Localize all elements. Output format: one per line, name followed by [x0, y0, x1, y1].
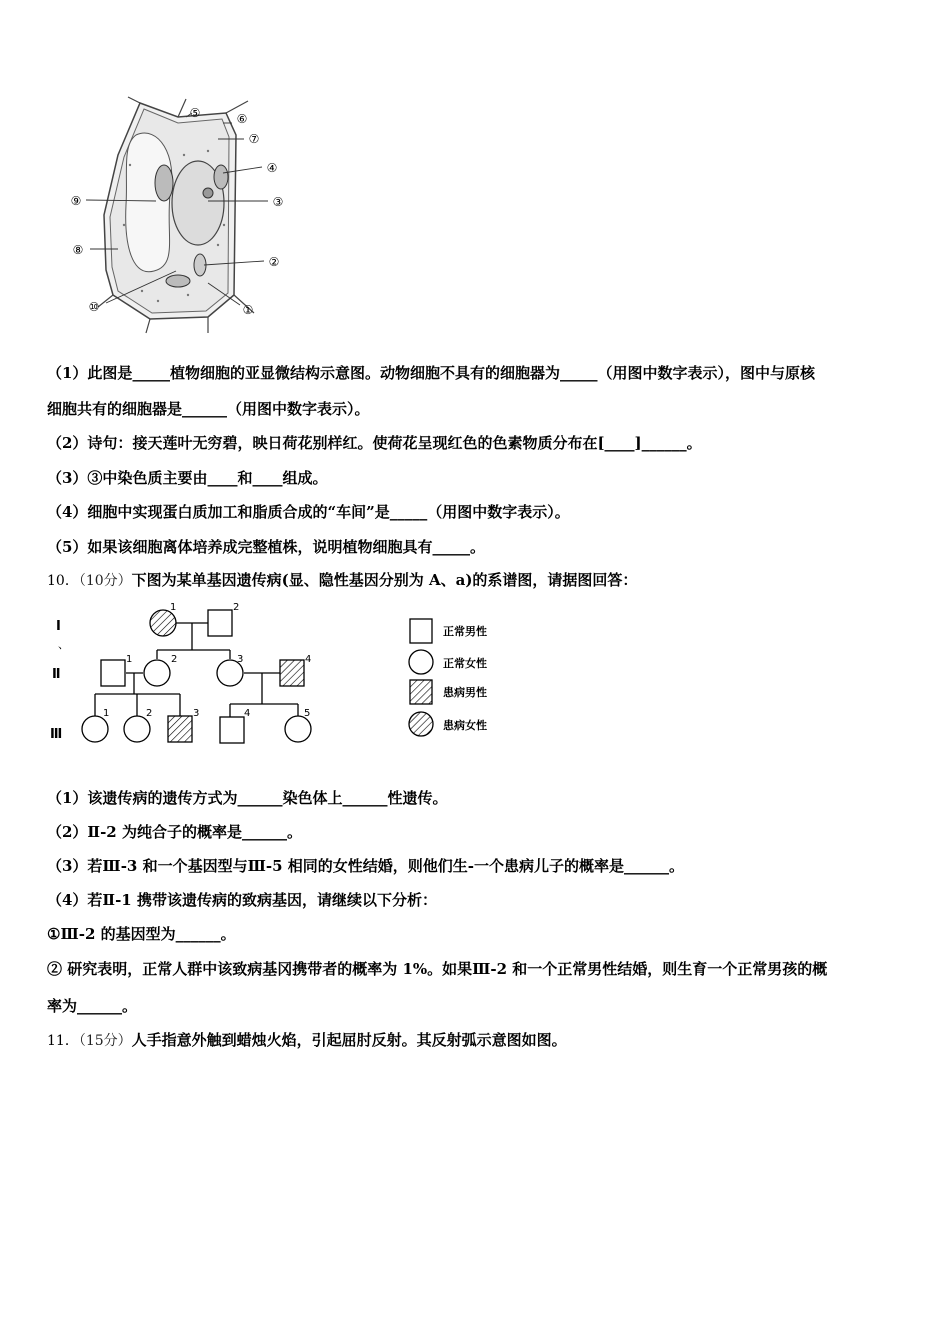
- nucleolus: [203, 188, 213, 198]
- pedigree-legend: [405, 614, 525, 744]
- label-4: ④: [266, 161, 278, 175]
- individual-III-3-affected-male: [168, 716, 192, 742]
- individual-I-2-normal-male: [208, 610, 232, 636]
- label-5: ⑤: [189, 106, 201, 120]
- q11-stem-text: 人手指意外触到蜡烛火焰，引起屈肘反射。其反射弧示意图如图。: [131, 1031, 567, 1049]
- legend-normal-male-label: 正常男性: [443, 625, 487, 638]
- q10-part4-2-line1: ② 研究表明，正常人群中该致病基冈携带者的概率为 1%。如果Ⅲ-2 和一个正常男性结婚，则生育一个正常男孩的概: [47, 960, 828, 978]
- legend-normal-male-symbol: [410, 619, 432, 643]
- num-II-1: 1: [126, 654, 133, 665]
- q11-score: （15分）: [78, 1033, 132, 1049]
- num-III-3: 3: [193, 708, 200, 719]
- q10-score: （10分）: [78, 573, 132, 589]
- num-III-4: 4: [244, 708, 251, 719]
- num-II-3: 3: [237, 654, 244, 665]
- individual-III-2-normal-female: [124, 716, 150, 742]
- label-7: ⑦: [248, 132, 260, 146]
- individual-II-1-normal-male: [101, 660, 125, 686]
- legend-normal-female-symbol: [409, 650, 433, 674]
- q9-part1-line2: 细胞共有的细胞器是______（用图中数字表示）。: [47, 400, 370, 418]
- individual-III-5-normal-female: [285, 716, 311, 742]
- q9-part5: （5）如果该细胞离体培养成完整植株，说明植物细胞具有_____。: [47, 538, 485, 556]
- q10-part2: （2）Ⅱ-2 为纯合子的概率是______。: [47, 823, 302, 841]
- q10-part3: （3）若Ⅲ-3 和一个基因型与Ⅲ-5 相同的女性结婚，则他们生-一个患病儿子的概率是______。: [47, 857, 684, 875]
- individual-III-4-normal-male: [220, 717, 244, 743]
- q10-part4: （4）若Ⅱ-1 携带该遗传病的致病基因，请继续以下分析：: [47, 891, 437, 909]
- vacuole: [126, 133, 172, 272]
- q9-part3: （3）③中染色质主要由____和____组成。: [47, 469, 328, 487]
- q10-number: 10．: [47, 573, 79, 589]
- q10-part1: （1）该遗传病的遗传方式为______染色体上______性遗传。: [47, 789, 448, 807]
- gen-label-II: Ⅱ: [52, 667, 61, 682]
- num-II-4: 4: [305, 654, 312, 665]
- label-2: ②: [268, 255, 280, 269]
- num-I-2: 2: [233, 602, 240, 613]
- num-III-2: 2: [146, 708, 153, 719]
- label-3: ③: [272, 195, 284, 209]
- q9-part4: （4）细胞中实现蛋白质加工和脂质合成的“车间”是_____（用图中数字表示）。: [47, 503, 570, 521]
- num-III-5: 5: [304, 708, 311, 719]
- gen-label-I: I: [56, 619, 61, 634]
- label-8: ⑧: [72, 243, 84, 257]
- q10-stem-text: 下图为某单基因遗传病(显、隐性基因分别为 A、a)的系谱图，请据图回答：: [131, 571, 638, 589]
- num-III-1: 1: [103, 708, 110, 719]
- individual-III-1-normal-female: [82, 716, 108, 742]
- q9-part1-line1: （1）此图是_____植物细胞的亚显微结构示意图。动物细胞不具有的细胞器为_____（用图中数字表示），图中与原核: [47, 364, 815, 382]
- individual-II-4-affected-male: [280, 660, 304, 686]
- q9-part2: （2）诗句：接天莲叶无穷碧，映日荷花别样红。使荷花呈现红色的色素物质分布在[____]______。: [47, 434, 702, 452]
- q10-part4-2-line2: 率为______。: [47, 997, 138, 1015]
- legend-normal-female-label: 正常女性: [443, 657, 487, 670]
- q11-stem: [47, 1029, 567, 1050]
- individual-II-2-normal-female: [144, 660, 170, 686]
- individual-I-1-affected-female: [150, 610, 176, 636]
- legend-affected-male-label: 患病男性: [443, 686, 487, 699]
- label-6: ⑥: [236, 112, 248, 126]
- legend-affected-male-symbol: [410, 680, 432, 704]
- gen-label-sep: 、: [58, 638, 69, 651]
- label-10: ⑩: [88, 300, 100, 314]
- label-9: ⑨: [70, 194, 82, 208]
- num-I-1: 1: [170, 602, 177, 613]
- q10-stem: [47, 569, 637, 590]
- num-II-2: 2: [171, 654, 178, 665]
- q10-part4-1: ①Ⅲ-2 的基因型为______。: [47, 925, 236, 943]
- chloroplast: [155, 165, 173, 201]
- q11-number: 11．: [47, 1033, 79, 1049]
- plant-cell-diagram: [58, 95, 308, 335]
- legend-affected-female-symbol: [409, 712, 433, 736]
- legend-affected-female-label: 患病女性: [443, 719, 487, 732]
- pedigree-chart: [40, 596, 320, 756]
- gen-label-III: Ⅲ: [50, 727, 63, 742]
- label-1: ①: [242, 303, 254, 317]
